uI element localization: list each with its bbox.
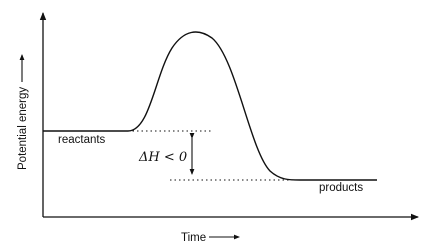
enthalpy-label: ΔH < 0 — [139, 150, 188, 165]
reaction-energy-curve — [43, 32, 377, 180]
y-axis-label: Potential energy — [17, 86, 29, 170]
reactants-label: reactants — [58, 134, 106, 146]
products-label: products — [319, 182, 364, 194]
x-axis-label: Time — [181, 232, 207, 244]
